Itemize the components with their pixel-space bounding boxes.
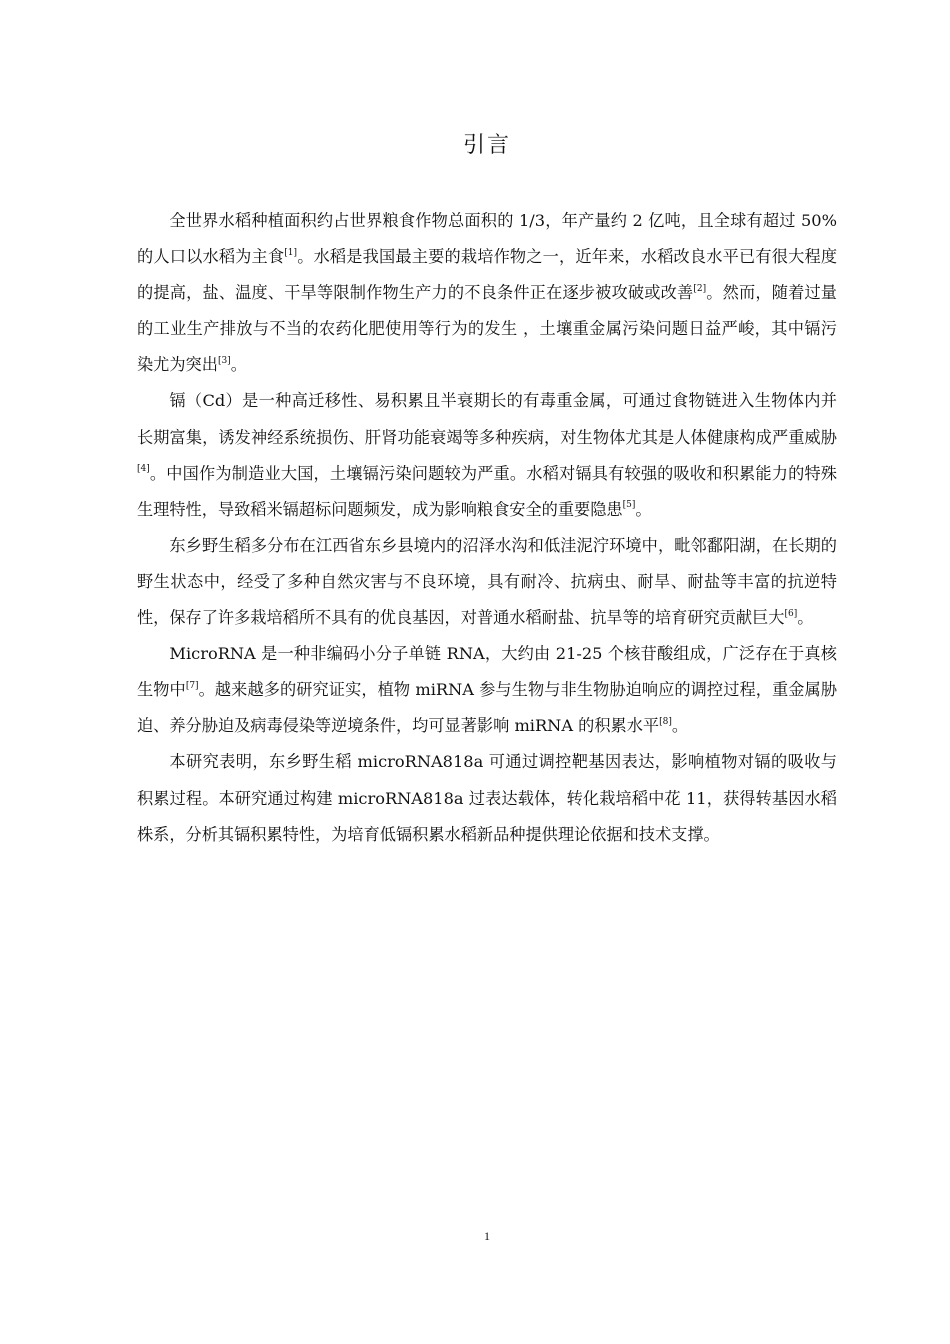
paragraph-text: 本研究表明，东乡野生稻 microRNA818a 可通过调控靶基因表达，影响植物对镉的吸收与积累过程。本研究通过构建 microRNA818a 过表达载体，转化栽培稻中花 11，获得转基因水稻株系，分析其镉积累特性，为培育低镉积累水稻新品种提供理论依据和技术支撑。 xyxy=(137,752,837,844)
citation-1: [1] xyxy=(284,247,298,258)
paragraph-text: 东乡野生稻多分布在江西省东乡县境内的沼泽水沟和低洼泥泞环境中，毗邻鄱阳湖，在长期的野生状态中，经受了多种自然灾害与不良环境，具有耐冷、抗病虫、耐旱、耐盐等丰富的抗逆特性，保存了许多栽培稻所不具有的优良基因，对普通水稻耐盐、抗旱等的培育研究贡献巨大 xyxy=(137,535,837,628)
citation-6: [6] xyxy=(784,608,798,619)
paragraph-text: 。越来越多的研究证实，植物 miRNA 参与生物与非生物胁迫响应的调控过程，重金属胁迫、养分胁迫及病毒侵染等逆境条件，均可显著影响 miRNA 的积累水平 xyxy=(137,680,838,736)
paragraph-2 xyxy=(137,383,837,527)
page-title: 引言 xyxy=(462,133,511,158)
paragraph-text: 。中国作为制造业大国，土壤镉污染问题较为严重。水稻对镉具有较强的吸收和积累能力的特殊生理特性，导致稻米镉超标问题频发，成为影响粮食安全的重要隐患 xyxy=(137,463,837,519)
paragraph-text: 。 xyxy=(671,716,689,736)
citation-3: [3] xyxy=(217,355,231,366)
page-number: 1 xyxy=(484,1229,490,1243)
paragraph-text: MicroRNA 是一种非编码小分子单链 RNA，大约由 21-25 个核苷酸组成，广泛存在于真核生物中 xyxy=(137,644,837,700)
citation-8: [8] xyxy=(659,716,672,727)
citation-7: [7] xyxy=(185,680,199,691)
paragraph-text: 。 xyxy=(797,608,814,628)
document-body xyxy=(137,203,837,853)
paragraph-text: 。然而，随着过量的工业生产排放与不当的农药化肥使用等行为的发生 ，土壤重金属污染问题日益严峻，其中镉污染尤为突出 xyxy=(137,283,837,375)
paragraph-text: 镉（Cd）是一种高迁移性、易积累且半衰期长的有毒重金属，可通过食物链进入生物体内并长期富集，诱发神经系统损伤、肝肾功能衰竭等多种疾病，对生物体尤其是人体健康构成严重威胁 xyxy=(137,391,837,447)
paragraph-5 xyxy=(137,744,837,852)
paragraph-text: 。 xyxy=(230,355,247,375)
citation-4: [4] xyxy=(137,464,150,475)
paragraph-text: 。 xyxy=(635,499,652,519)
citation-5: [5] xyxy=(622,500,636,511)
paragraph-4 xyxy=(137,636,837,744)
paragraph-text: 全世界水稻种植面积约占世界粮食作物总面积的 1/3，年产量约 2 亿吨，且全球有超过 50%的人口以水稻为主食 xyxy=(137,211,837,267)
paragraph-1 xyxy=(137,203,837,383)
paragraph-text: 。水稻是我国最主要的栽培作物之一，近年来，水稻改良水平已有很大程度的提高，盐、温度、干旱等限制作物生产力的不良条件正在逐步被攻破或改善 xyxy=(137,247,838,303)
citation-2: [2] xyxy=(693,283,707,294)
paragraph-3 xyxy=(137,528,837,636)
